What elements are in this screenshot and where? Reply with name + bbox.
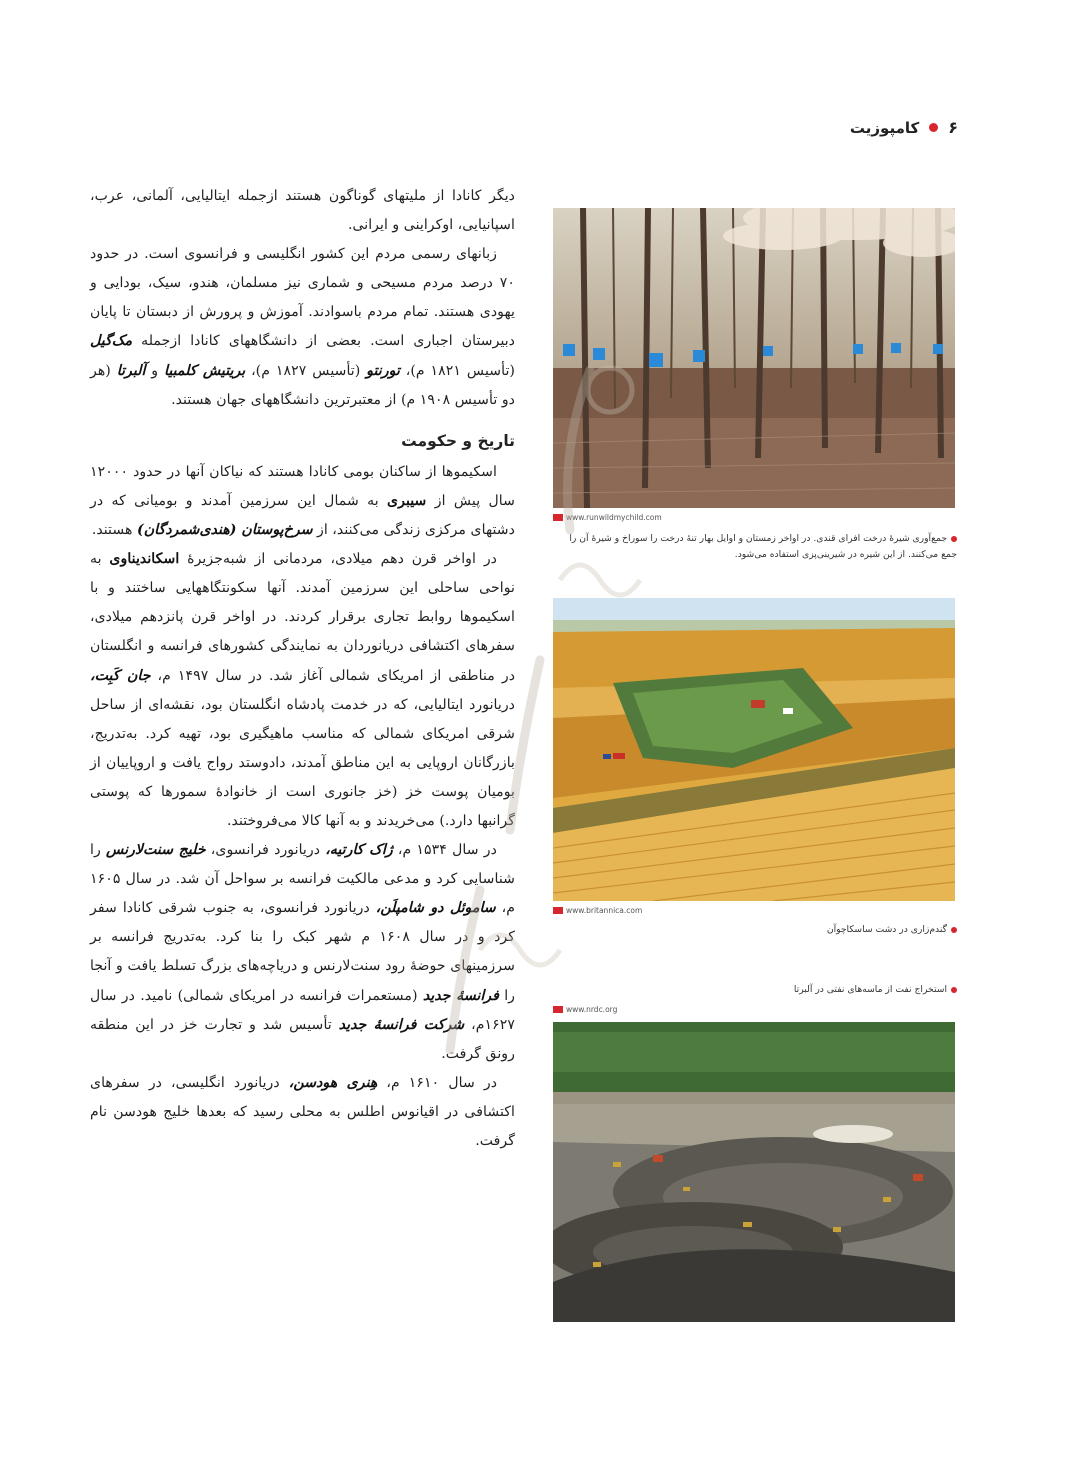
university-name: مک‌گیل xyxy=(90,333,133,350)
paragraph: در سال ۱۵۳۴ م، ژاک کارتیه، دریانورد فرانسوی، خلیج سنت‌لارنس را شناسایی کرد و مدعی مالکیت فرانسه بر سواحل آن شد. در سال ۱۶۰۵ م، ساموئل دو شامپلَن، دریانورد فرانسوی، به جنوب شرقی کانادا سفر کرد و در سال ۱۶۰۸ م شهر کبک را بنا کرد. به‌تدریج فرانسه بر سرزمینهای حوضهٔ رود سنت‌لارنس و دریاچه‌های بزرگ تسلط یافت و آنجا را فرانسهٔ جدید (مستعمرات فرانسه در امریکای شمالی) نامید. در سال ۱۶۲۷م، شرکت فرانسهٔ جدید تأسیس شد و تجارت خز در این منطقه رونق گرفت. xyxy=(90,842,516,1062)
emphasis: ساموئل دو شامپلَن، xyxy=(375,900,496,917)
university-name: تورنتو xyxy=(366,362,400,379)
body-text-column xyxy=(90,182,515,1156)
page-number: ۶ xyxy=(948,118,958,137)
emphasis: فرانسهٔ جدید xyxy=(422,987,499,1004)
emphasis: اسکاندیناوی xyxy=(109,551,180,568)
emphasis: شرکت فرانسهٔ جدید xyxy=(338,1016,465,1033)
paragraph: اسکیموها از ساکنان بومی کانادا هستند که نیاکان آنها در حدود ۱۲۰۰۰ سال پیش از سیبری به شمال این سرزمین آمدند و بومیانی که در دشتهای مرکزی زندگی می‌کنند، از سرخ‌پوستان (هندی‌شمردگان) هستند. xyxy=(90,463,515,539)
emphasis: هِنری هودسن، xyxy=(288,1074,378,1091)
source-icon xyxy=(553,1006,563,1013)
image-source: www.nrdc.org xyxy=(553,1005,617,1014)
bullet-dot xyxy=(951,536,957,542)
university-name: بریتیش کلمبیا xyxy=(164,362,246,379)
page-header xyxy=(850,118,958,137)
image-source: www.runwildmychild.com xyxy=(553,513,662,522)
source-icon xyxy=(553,514,563,521)
figure-caption: گندم‌زاری در دشت ساسکاچوآن xyxy=(557,922,957,938)
emphasis: خلیج سنت‌لارنس xyxy=(105,842,206,859)
emphasis: سیبری xyxy=(387,492,427,509)
source-icon xyxy=(553,907,563,914)
oil-sands-photo xyxy=(553,1022,955,1322)
emphasis: جان کَبِت، xyxy=(90,667,151,684)
maple-forest-photo xyxy=(553,208,955,508)
bullet-dot xyxy=(929,123,938,132)
wheat-field-photo xyxy=(553,598,955,901)
paragraph: زبانهای رسمی مردم این کشور انگلیسی و فرانسوی است. در حدود ۷۰ درصد مردم مسیحی و شماری نیز مسلمان، هندو، سیک، بودایی و یهودی هستند. تمام مردم باسوادند. آموزش و پرورش از دبستان تا پایان دبیرستان اجباری است. بعضی از دانشگاههای کانادا ازجمله مک‌گیل (تأسیس ۱۸۲۱ م)، تورنتو (تأسیس ۱۸۲۷ م)، بریتیش کلمبیا و آلبرتا (هر دو تأسیس ۱۹۰۸ م) از معتبرترین دانشگاههای جهان هستند. xyxy=(90,246,515,408)
university-name: آلبرتا xyxy=(116,362,146,379)
figure-caption: جمع‌آوری شیرهٔ درخت افرای قندی. در اواخر زمستان و اوایل بهار تنهٔ درخت را سوراخ و شیرهٔ آن را جمع می‌کنند. از این شیره در شیرینی‌پزی استفاده می‌شود. xyxy=(569,533,957,560)
paragraph: دیگر کانادا از ملیتهای گوناگون هستند ازجمله ایتالیایی، آلمانی، عرب، اسپانیایی، اوکراینی و ایرانی. xyxy=(90,188,515,234)
bullet-dot xyxy=(951,987,957,993)
paragraph: در اواخر قرن دهم میلادی، مردمانی از شبه‌جزیرهٔ اسکاندیناوی به نواحی ساحلی این سرزمین آمدند. آنها سکونتگاههایی ساختند و با اسکیموها روابط تجاری برقرار کردند. در اواخر قرن پانزدهم میلادی، سفرهای اکتشافی دریانوردان به نمایندگی کشورهای فرانسه و انگلستان در مناطقی از امریکای شمالی آغاز شد. در سال ۱۴۹۷ م، جان کَبِت، دریانورد ایتالیایی، که در خدمت پادشاه انگلستان بود، نقشه‌ای از ساحل شرقی امریکای شمالی که مناسب ماهیگیری بود، تهیه کرد. به‌تدریج، بازرگانان اروپایی به این مناطق آمدند، دادوستد رواج یافت و اروپاییان از بومیان پوست خز (خز جانوری است از خانوادهٔ سمورها که پوستی گرانبها دارد.) می‌خریدند و به آنها کالا می‌فروختند. xyxy=(90,551,516,829)
figure-caption: استخراج نفت از ماسه‌های نفتی در آلبرتا xyxy=(557,982,957,998)
emphasis: ژاک کارتیه، xyxy=(325,842,393,859)
bullet-dot xyxy=(951,927,957,933)
image-source: www.britannica.com xyxy=(553,906,642,915)
section-heading: تاریخ و حکومت xyxy=(401,431,515,450)
chapter-title: کامپوزیت xyxy=(849,118,920,137)
emphasis: سرخ‌پوستان (هندی‌شمردگان) xyxy=(137,522,313,539)
paragraph: در سال ۱۶۱۰ م، هِنری هودسن، دریانورد انگلیسی، در سفرهای اکتشافی در اقیانوس اطلس به محلی رسید که بعدها خلیج هودسن نام گرفت. xyxy=(90,1074,515,1149)
